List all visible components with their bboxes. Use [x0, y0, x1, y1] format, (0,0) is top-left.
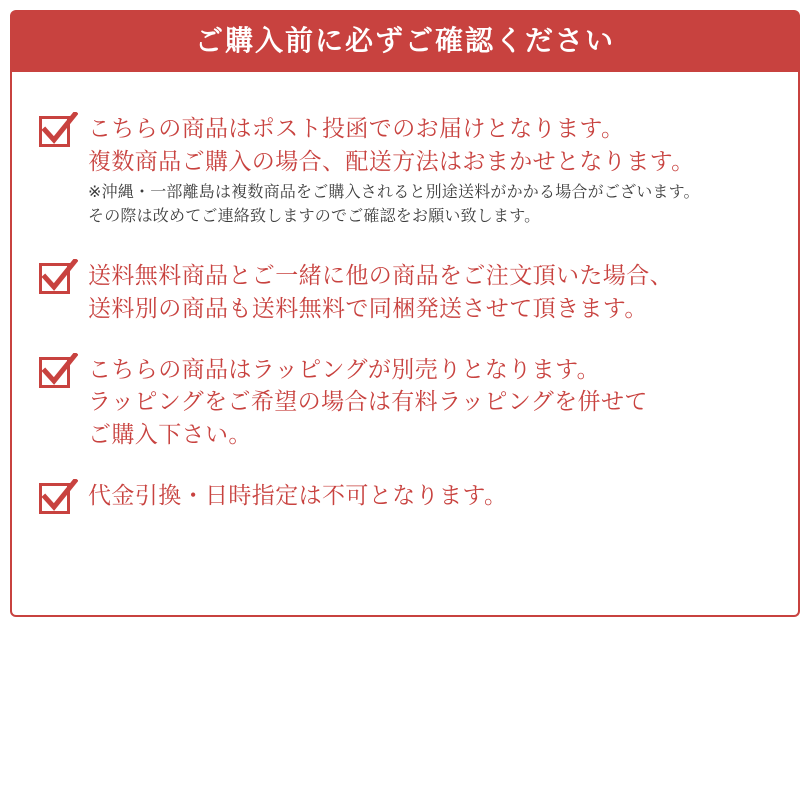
- page-title: ご購入前に必ずご確認ください: [194, 25, 615, 56]
- check-icon: [38, 353, 78, 393]
- note-item: [38, 351, 772, 451]
- header-banner: [10, 10, 800, 72]
- note-text: [88, 351, 772, 451]
- note-item: [38, 110, 772, 231]
- check-icon: [38, 479, 78, 519]
- notice-card: [10, 72, 800, 617]
- note-text: [88, 477, 772, 512]
- note-item: [38, 257, 772, 324]
- note-line: 代金引換・日時指定は不可となります。: [88, 481, 508, 508]
- note-line: ご購入下さい。: [88, 420, 252, 447]
- note-text: [88, 257, 772, 324]
- note-line: こちらの商品はラッピングが別売りとなります。: [88, 355, 601, 382]
- note-text: [88, 110, 772, 231]
- note-line: 送料無料商品とご一緒に他の商品をご注文頂いた場合、: [88, 262, 673, 289]
- check-icon: [38, 112, 78, 152]
- note-subtext: [88, 181, 772, 229]
- note-sub-line: その際は改めてご連絡致しますのでご確認をお願い致します。: [88, 208, 541, 226]
- note-line: 送料別の商品も送料無料で同梱発送させて頂きます。: [88, 294, 648, 321]
- note-line: こちらの商品はポスト投函でのお届けとなります。: [88, 115, 625, 141]
- note-line: 複数商品ご購入の場合、配送方法はおまかせとなります。: [88, 147, 695, 174]
- check-icon: [38, 259, 78, 299]
- note-item: [38, 477, 772, 519]
- note-sub-line: ※沖縄・一部離島は複数商品をご購入されると別途送料がかかる場合がございます。: [88, 184, 700, 202]
- note-line: ラッピングをご希望の場合は有料ラッピングを併せて: [88, 388, 648, 415]
